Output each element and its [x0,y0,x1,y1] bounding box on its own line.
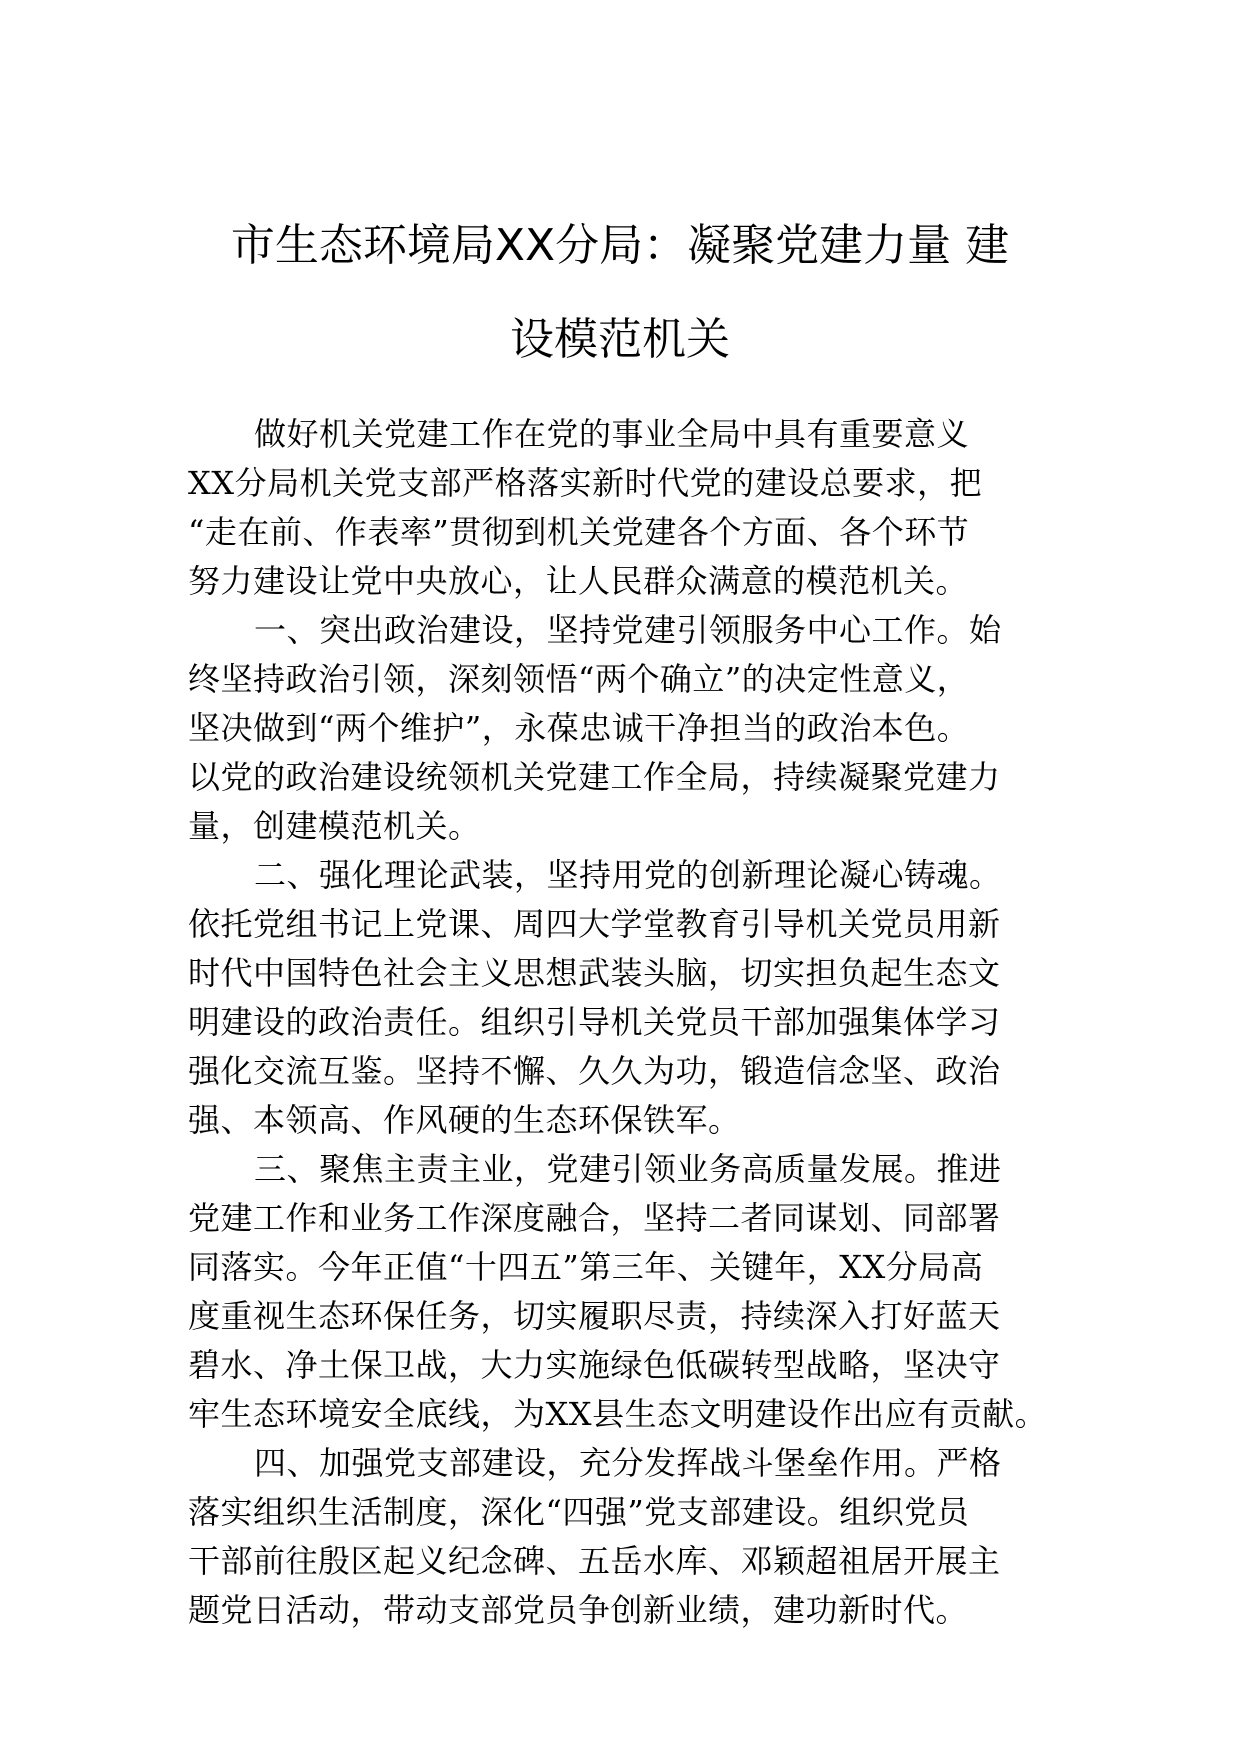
paragraph-line: 同落实。今年正值“十四五”第三年、关键年，XX分局高 [188,1248,984,1286]
paragraph-line: 落实组织生活制度，深化“四强”党支部建设。组织党员 [188,1493,970,1531]
paragraph-line: 努力建设让党中央放心，让人民群众满意的模范机关。 [188,562,969,600]
paragraph-line: 二、强化理论武装，坚持用党的创新理论凝心铸魂。 [254,856,1002,894]
document-title-line-2: 设模范机关 [510,314,730,365]
paragraph-line: 明建设的政治责任。组织引导机关党员干部加强集体学习 [188,1003,1001,1041]
paragraph-line: 坚决做到“两个维护”，永葆忠诚干净担当的政治本色。 [188,709,970,747]
paragraph-line: 时代中国特色社会主义思想武装头脑，切实担负起生态文 [188,954,1001,992]
paragraph-line: XX分局机关党支部严格落实新时代党的建设总要求，把 [188,464,983,502]
paragraph-line: 强化交流互鉴。坚持不懈、久久为功，锻造信念坚、政治 [188,1052,1001,1090]
document-body [188,410,1068,1635]
paragraph-line: 度重视生态环保任务，切实履职尽责，持续深入打好蓝天 [188,1297,1001,1335]
paragraph-line: 四、加强党支部建设，充分发挥战斗堡垒作用。严格 [254,1444,1002,1482]
paragraph-line: 三、聚焦主责主业，党建引领业务高质量发展。推进 [254,1150,1002,1188]
document-title-line-1: 市生态环境局XX分局：凝聚党建力量 建 [230,220,1010,271]
paragraph-line: 依托党组书记上党课、周四大学堂教育引导机关党员用新 [188,905,1001,943]
paragraph-line: 做好机关党建工作在党的事业全局中具有重要意义 [254,415,970,453]
paragraph-line: 一、突出政治建设，坚持党建引领服务中心工作。始 [254,611,1002,649]
paragraph-line: 强、本领高、作风硬的生态环保铁军。 [188,1101,741,1139]
paragraph-line: 党建工作和业务工作深度融合，坚持二者同谋划、同部署 [188,1199,1001,1237]
paragraph-line: 碧水、净土保卫战，大力实施绿色低碳转型战略，坚决守 [188,1346,1001,1384]
paragraph-line: 题党日活动，带动支部党员争创新业绩，建功新时代。 [188,1591,969,1629]
paragraph-line: “走在前、作表率”贯彻到机关党建各个方面、各个环节 [188,513,970,551]
paragraph-line: 终坚持政治引领，深刻领悟“两个确立”的决定性意义， [188,660,970,698]
paragraph-line: 牢生态环境安全底线，为XX县生态文明建设作出应有贡献。 [188,1395,1048,1433]
paragraph-line: 以党的政治建设统领机关党建工作全局，持续凝聚党建力 [188,758,1001,796]
paragraph-line: 量，创建模范机关。 [188,807,481,845]
paragraph-line: 干部前往殷区起义纪念碑、五岳水库、邓颖超祖居开展主 [188,1542,1001,1580]
